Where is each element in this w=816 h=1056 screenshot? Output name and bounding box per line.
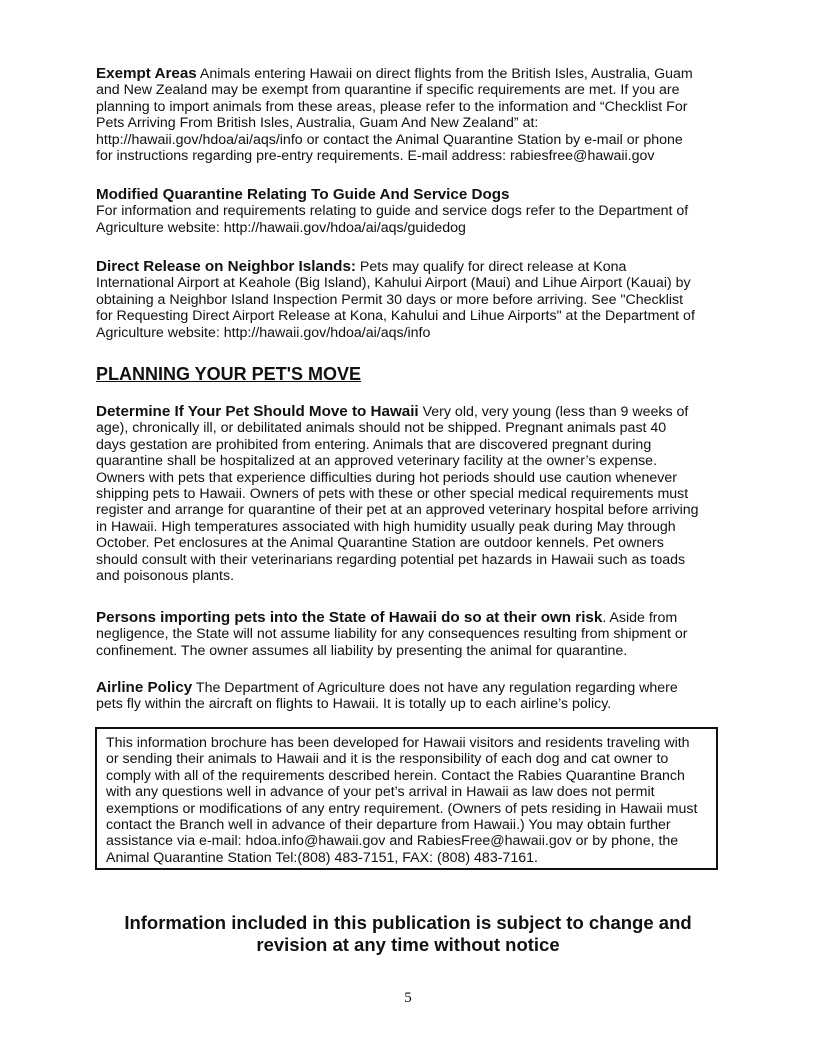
guide-dogs-text: Agriculture website: http://hawaii.gov/hdoa/ai/aqs/guidedog <box>96 219 466 236</box>
notice-text: This information brochure has been developed for Hawaii visitors and residents traveling with <box>106 735 690 751</box>
notice-text: with any questions well in advance of your pet’s arrival in Hawaii as law does not permit <box>106 784 655 801</box>
direct-release-text: for Requesting Direct Airport Release at Kona, Kahului and Lihue Airports" at the Department of <box>96 308 695 325</box>
determine-text: days gestation are prohibited from entering. Animals that are discovered pregnant during <box>96 436 652 453</box>
notice-text: assistance via e-mail: hdoa.info@hawaii.gov and RabiesFree@hawaii.gov or by phone, the <box>106 833 679 850</box>
own-risk-text: . Aside from <box>602 610 678 626</box>
determine-text: in Hawaii. High temperatures associated with high humidity usually peak during May through <box>96 518 676 535</box>
determine-text: October. Pet enclosures at the Animal Quarantine Station are outdoor kennels. Pet owners <box>96 535 664 552</box>
exempt-areas-text: for instructions regarding pre-entry requirements. E-mail address: rabiesfree@hawaii.gov <box>96 148 655 165</box>
notice-box <box>95 727 718 870</box>
direct-release-title: Direct Release on Neighbor Islands: <box>96 258 356 275</box>
determine-text: age), chronically ill, or debilitated animals should not be shipped. Pregnant animals past 40 <box>96 420 667 437</box>
exempt-areas-text: Pets Arriving From British Isles, Australia, Guam And New Zealand” at: <box>96 115 539 132</box>
direct-release-section <box>96 259 695 341</box>
page-number: 5 <box>404 990 412 1006</box>
own-risk-section <box>96 610 687 659</box>
exempt-areas-text: http://hawaii.gov/hdoa/ai/aqs/info or contact the Animal Quarantine Station by e-mail or phone <box>96 131 683 148</box>
planning-heading: PLANNING YOUR PET'S MOVE <box>96 364 361 384</box>
exempt-areas-text: planning to import animals from these areas, please refer to the information and “Checklist For <box>96 98 688 115</box>
closing-line: revision at any time without notice <box>256 934 560 955</box>
closing-statement <box>96 912 720 956</box>
determine-text: shipping pets to Hawaii. Owners of pets with these or other special medical requirements must <box>96 486 689 503</box>
guide-dogs-section <box>96 187 688 236</box>
direct-release-text: Pets may qualify for direct release at Kona <box>355 259 627 275</box>
exempt-areas-text: Animals entering Hawaii on direct flights from the British Isles, Australia, Guam <box>196 66 693 82</box>
notice-text: or sending their animals to Hawaii and it is the responsibility of each dog and cat owner to <box>106 751 669 768</box>
own-risk-text: confinement. The owner assumes all liability by presenting the animal for quarantine. <box>96 642 628 659</box>
airline-policy-section <box>96 680 678 713</box>
exempt-areas-text: and New Zealand may be exempt from quarantine if specific requirements are met. If you are <box>96 82 680 99</box>
determine-section <box>96 404 699 584</box>
guide-dogs-title: Modified Quarantine Relating To Guide And Service Dogs <box>96 186 510 203</box>
notice-text: comply with all of the requirements described herein. Contact the Rabies Quarantine Branch <box>106 767 685 784</box>
determine-title: Determine If Your Pet Should Move to Hawaii <box>96 403 419 420</box>
determine-text: Owners with pets that experience difficulties during hot periods should use caution whenever <box>96 469 677 486</box>
direct-release-text: Agriculture website: http://hawaii.gov/hdoa/ai/aqs/info <box>96 324 431 341</box>
direct-release-text: obtaining a Neighbor Island Inspection Permit 30 days or more before arriving. See "Checklist <box>96 291 684 308</box>
determine-text: and poisonous plants. <box>96 568 235 585</box>
airline-policy-text: pets fly within the aircraft on flights to Hawaii. It is totally up to each airline’s policy. <box>96 696 612 713</box>
own-risk-text: negligence, the State will not assume liability for any consequences resulting from shipment or <box>96 626 688 643</box>
determine-text: Very old, very young (less than 9 weeks of <box>418 404 689 420</box>
determine-text: register and arrange for quarantine of their pet at an approved veterinary hospital before arriving <box>96 502 699 519</box>
exempt-areas-title: Exempt Areas <box>96 65 197 82</box>
notice-text: contact the Branch well in advance of their departure from Hawaii.) You may obtain further <box>106 817 671 834</box>
exempt-areas-section <box>96 66 693 164</box>
airline-policy-title: Airline Policy <box>96 679 193 696</box>
determine-text: should consult with their veterinarians regarding potential pet hazards in Hawaii such as toads <box>96 551 686 568</box>
airline-policy-text: The Department of Agriculture does not have any regulation regarding where <box>192 680 678 696</box>
own-risk-title: Persons importing pets into the State of Hawaii do so at their own risk <box>96 609 603 626</box>
direct-release-text: International Airport at Keahole (Big Island), Kahului Airport (Maui) and Lihue Airport (Kauai) by <box>96 275 691 292</box>
notice-text: Animal Quarantine Station Tel:(808) 483-7151, FAX: (808) 483-7161. <box>106 849 538 866</box>
notice-text: exemptions or modifications of any entry requirement. (Owners of pets residing in Hawaii must <box>106 800 698 817</box>
closing-line: Information included in this publication is subject to change and <box>124 912 692 933</box>
guide-dogs-text: For information and requirements relating to guide and service dogs refer to the Department of <box>96 203 689 220</box>
determine-text: quarantine shall be hospitalized at an approved veterinary facility at the owner’s expense. <box>96 453 658 470</box>
